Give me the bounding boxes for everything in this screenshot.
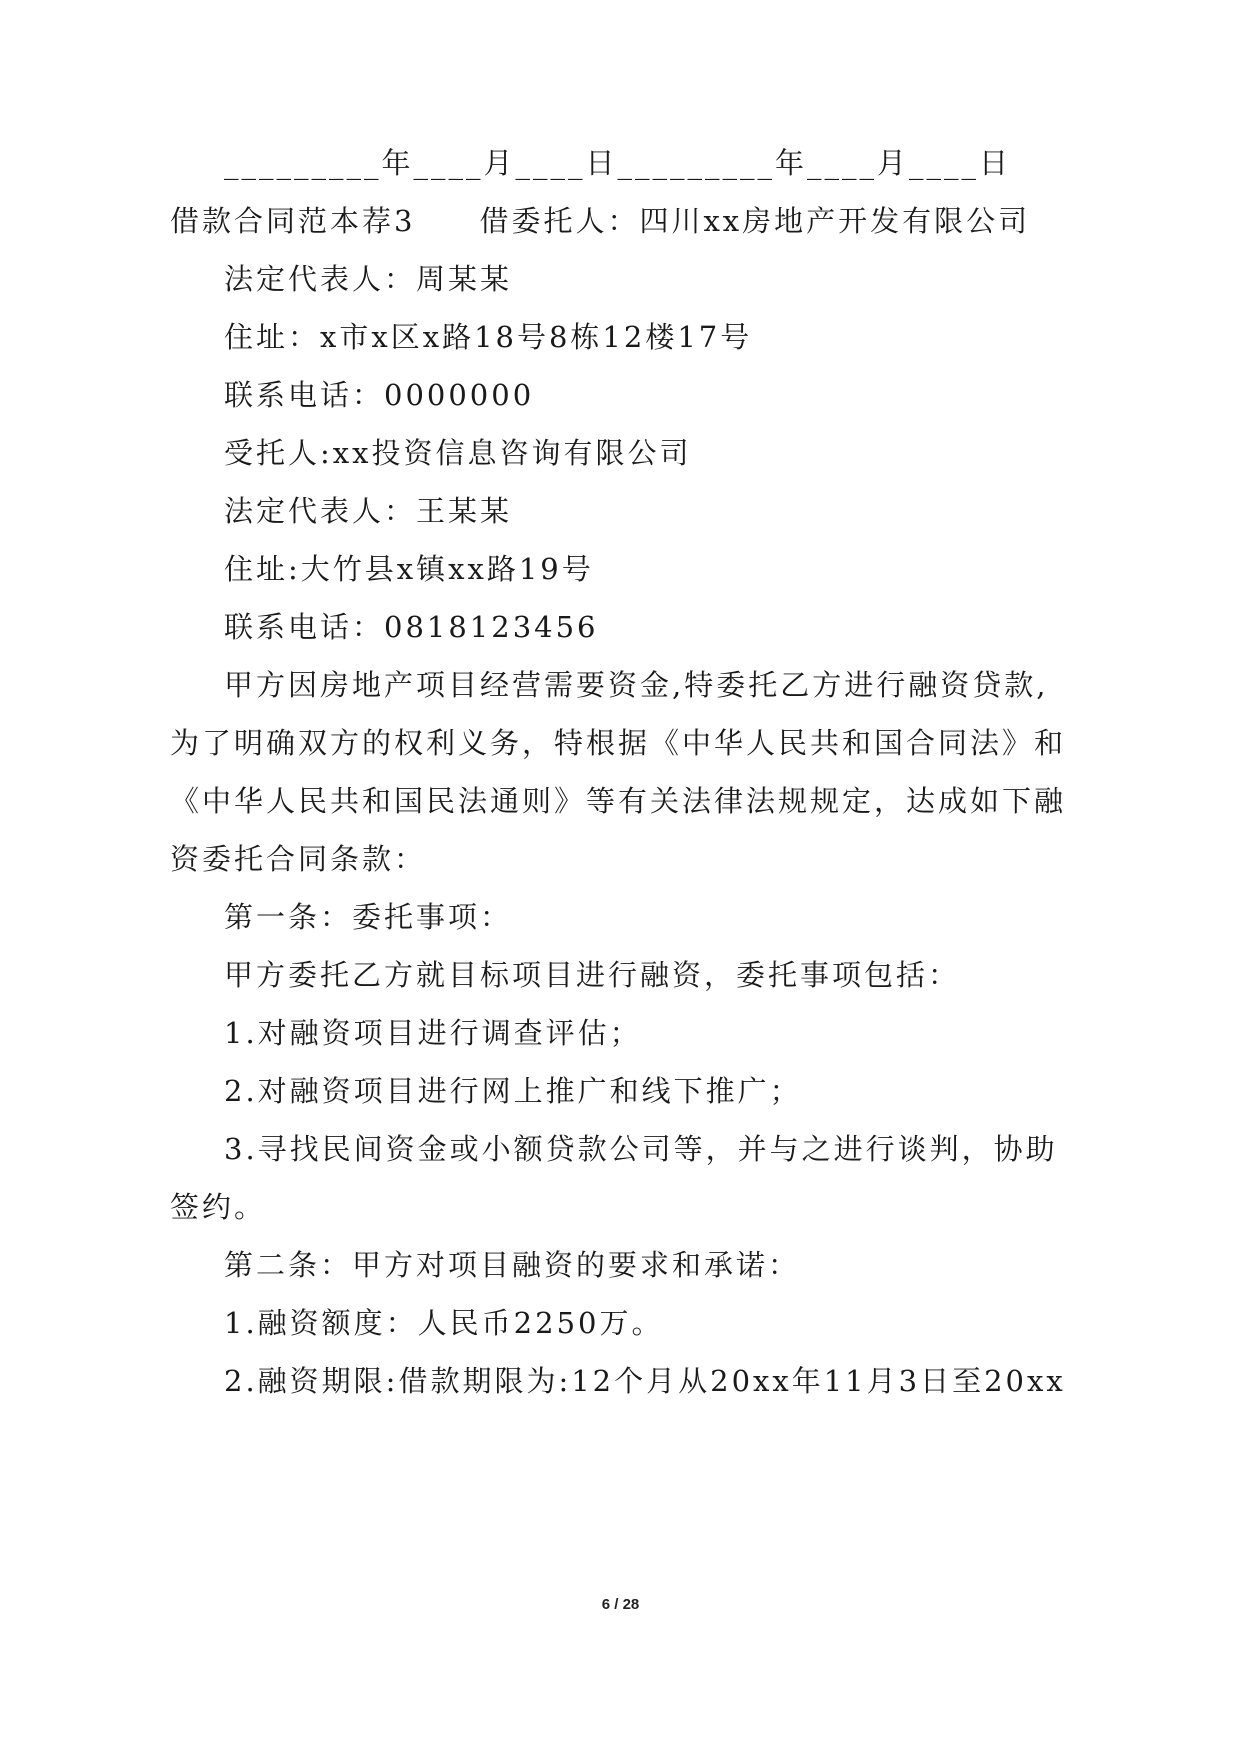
article-two-item-2: 2.融资期限:借款期限为:12个月从20xx年11月3日至20xx xyxy=(224,1364,1066,1398)
preamble-line-3: 《中华人民共和国民法通则》等有关法律法规规定，达成如下融 xyxy=(170,784,1067,818)
page-number: 6 / 28 xyxy=(601,1596,640,1613)
preamble-line-1: 甲方因房地产项目经营需要资金,特委托乙方进行融资贷款, xyxy=(224,668,1049,702)
article-two-item-1: 1.融资额度：人民币2250万。 xyxy=(224,1306,664,1340)
trustee-address: 住址:大竹县x镇xx路19号 xyxy=(224,552,594,586)
trustee-name: 受托人:xx投资信息咨询有限公司 xyxy=(224,436,692,470)
article-two-heading: 第二条：甲方对项目融资的要求和承诺： xyxy=(224,1248,801,1282)
preamble-line-4: 资委托合同条款： xyxy=(170,842,427,876)
trustee-phone: 联系电话：0818123456 xyxy=(224,610,599,644)
principal-address: 住址：x市x区x路18号8栋12楼17号 xyxy=(224,320,753,354)
principal-legal-rep: 法定代表人：周某某 xyxy=(224,262,513,296)
article-one-intro: 甲方委托乙方就目标项目进行融资，委托事项包括： xyxy=(224,958,961,992)
article-one-item-2: 2.对融资项目进行网上推广和线下推广； xyxy=(224,1074,802,1108)
date-blank-line: _________年____月____日_________年____月____日 xyxy=(224,146,1012,180)
contract-title-line: 借款合同范本荐3 借委托人：四川xx房地产开发有限公司 xyxy=(170,204,1031,238)
trustee-legal-rep: 法定代表人：王某某 xyxy=(224,494,513,528)
preamble-line-2: 为了明确双方的权利义务，特根据《中华人民共和国合同法》和 xyxy=(170,726,1067,760)
article-one-item-3: 3.寻找民间资金或小额贷款公司等，并与之进行谈判，协助 xyxy=(224,1132,1058,1166)
article-one-item-1: 1.对融资项目进行调查评估； xyxy=(224,1016,642,1050)
article-one-item-3-cont: 签约。 xyxy=(170,1190,267,1224)
principal-phone: 联系电话：0000000 xyxy=(224,378,535,412)
article-one-heading: 第一条：委托事项： xyxy=(224,900,513,934)
